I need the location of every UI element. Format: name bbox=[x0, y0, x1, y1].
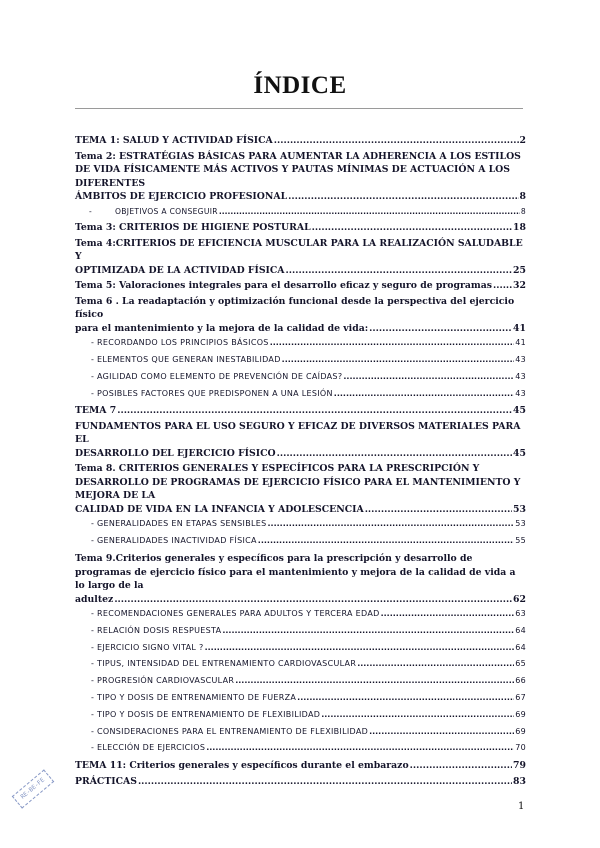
toc-subentry[interactable]: - TIPUS, INTENSIDAD DEL ENTRENAMIENTO CARDIOVASCULAR ..... 65 bbox=[75, 658, 526, 670]
page-title: ÍNDICE bbox=[253, 72, 347, 99]
page-ref: 83 bbox=[513, 775, 526, 787]
page-ref: 32 bbox=[513, 280, 526, 292]
page-ref: 69 bbox=[515, 726, 526, 736]
toc-entry-tema-1[interactable]: TEMA 1: SALUD Y ACTIVIDAD FÍSICA ..... 2 bbox=[75, 134, 526, 148]
toc-entry-tema-4[interactable]: Tema 4:CRITERIOS DE EFICIENCIA MUSCULAR PARA LA REALIZACIÓN SALUDABLE Y OPTIMIZADA DE LA ACTIVIDAD FÍSICA ..... 25 bbox=[75, 237, 526, 278]
page-number: 1 bbox=[518, 801, 525, 812]
toc-entry-tema-11[interactable]: TEMA 11: Criterios generales y específicos durante el embarazo ..... 79 bbox=[75, 759, 526, 773]
toc-entry-tema-5[interactable]: Tema 5: Valoraciones integrales para el desarrollo eficaz y seguro de programas ..... 32 bbox=[75, 279, 526, 293]
page-ref: 63 bbox=[515, 609, 526, 619]
toc-subentry[interactable]: - TIPO Y DOSIS DE ENTRENAMIENTO DE FUERZA ..... 67 bbox=[75, 692, 526, 704]
page-ref: 8 bbox=[519, 191, 526, 202]
toc-subentry[interactable]: - GENERALIDADES EN ETAPAS SENSIBLES ..... 53 bbox=[75, 518, 526, 530]
toc-subentry[interactable]: - CONSIDERACIONES PARA EL ENTRENAMIENTO DE FLEXIBILIDAD ..... 69 bbox=[75, 726, 526, 738]
toc-subentry[interactable]: - TIPO Y DOSIS DE ENTRENAMIENTO DE FLEXIBILIDAD ..... 69 bbox=[75, 709, 526, 721]
page-ref: 65 bbox=[515, 659, 526, 669]
page-ref: 53 bbox=[513, 503, 526, 515]
toc-entry-tema-9[interactable]: Tema 9.Criterios generales y específicos para la prescripción y desarrollo de programas de ejercicio físico para el mantenimiento y mejora de la calidad de vida a lo largo de la adultez ..... 62 bbox=[75, 552, 526, 606]
page-ref: 45 bbox=[513, 447, 526, 459]
toc-entry-tema-2[interactable]: Tema 2: ESTRATÉGIAS BÁSICAS PARA AUMENTAR LA ADHERENCIA A LOS ESTILOS DE VIDA FÍSICAMENTE MÁS ACTIVOS Y PAUTAS MÍNIMAS DE ACTUACIÓN A LOS DIFERENTES ÁMBITOS DE EJERCICIO PROFESIONAL ..... 8 bbox=[75, 150, 526, 204]
page-ref: 64 bbox=[515, 642, 526, 652]
page-ref: 43 bbox=[515, 388, 526, 398]
page-ref: 64 bbox=[515, 625, 526, 635]
page-ref: 41 bbox=[515, 338, 526, 348]
page-ref: 67 bbox=[515, 693, 526, 703]
toc-subentry-objetivos[interactable]: - OBJETIVOS A CONSEGUIR ..... 8 bbox=[75, 206, 526, 218]
page-ref: 43 bbox=[515, 355, 526, 365]
page-ref: 18 bbox=[513, 222, 526, 234]
toc-subentry[interactable]: - PROGRESIÓN CARDIOVASCULAR ..... 66 bbox=[75, 675, 526, 687]
toc-entry-tema-8[interactable]: Tema 8. CRITERIOS GENERALES Y ESPECÍFICOS PARA LA PRESCRIPCIÓN Y DESARROLLO DE PROGRAMAS DE EJERCICIO FÍSICO PARA EL MANTENIMIENTO Y MEJORA DE LA CALIDAD DE VIDA EN LA INFANCIA Y ADOLESCENCIA ..... 53 bbox=[75, 462, 526, 516]
page-ref: 2 bbox=[519, 135, 526, 146]
toc-entry-fundamentos[interactable]: FUNDAMENTOS PARA EL USO SEGURO Y EFICAZ DE DIVERSOS MATERIALES PARA EL DESARROLLO DEL EJERCICIO FÍSICO ..... 45 bbox=[75, 420, 526, 461]
page-ref: 55 bbox=[515, 536, 526, 546]
page-ref: 66 bbox=[515, 676, 526, 686]
toc-subentry[interactable]: - RECOMENDACIONES GENERALES PARA ADULTOS Y TERCERA EDAD ..... 63 bbox=[75, 608, 526, 620]
page-ref: 62 bbox=[513, 593, 526, 605]
toc-entry-tema-7[interactable]: TEMA 7 ..... 45 bbox=[75, 404, 526, 418]
page-ref: 69 bbox=[515, 709, 526, 719]
watermark-stamp: RE-BE-FE bbox=[12, 769, 54, 808]
page-ref: 70 bbox=[515, 743, 526, 753]
toc-subentry[interactable]: - RELACIÓN DOSIS RESPUESTA ..... 64 bbox=[75, 625, 526, 637]
title-divider bbox=[75, 108, 523, 109]
page-ref: 53 bbox=[515, 519, 526, 529]
toc-subentry[interactable]: - ELEMENTOS QUE GENERAN INESTABILIDAD ..... 43 bbox=[75, 354, 526, 366]
toc-subentry[interactable]: - POSIBLES FACTORES QUE PREDISPONEN A UNA LESIÓN ..... 43 bbox=[75, 388, 526, 400]
toc-subentry[interactable]: - GENERALIDADES INACTIVIDAD FÍSICA ..... 55 bbox=[75, 535, 526, 547]
toc-entry-tema-6[interactable]: Tema 6 . La readaptación y optimización funcional desde la perspectiva del ejercicio físico para el mantenimiento y la mejora de la calidad de vida: ..... 41 bbox=[75, 295, 526, 336]
page-ref: 25 bbox=[513, 264, 526, 276]
toc-subentry[interactable]: - AGILIDAD COMO ELEMENTO DE PREVENCIÓN DE CAÍDAS? ..... 43 bbox=[75, 371, 526, 383]
toc-subentry[interactable]: - ELECCIÓN DE EJERCICIOS ..... 70 bbox=[75, 742, 526, 754]
table-of-contents bbox=[75, 134, 526, 790]
toc-subentry[interactable]: - EJERCICIO SIGNO VITAL ? ..... 64 bbox=[75, 642, 526, 654]
toc-entry-tema-3[interactable]: Tema 3: CRITERIOS DE HIGIENE POSTURAL ..... 18 bbox=[75, 221, 526, 235]
page-ref: 45 bbox=[513, 405, 526, 417]
page-ref: 41 bbox=[513, 322, 526, 334]
page-ref: 79 bbox=[513, 760, 526, 772]
page-ref: 8 bbox=[520, 206, 526, 216]
toc-entry-practicas[interactable]: PRÁCTICAS ..... 83 bbox=[75, 775, 526, 789]
toc-subentry[interactable]: - RECORDANDO LOS PRINCIPIOS BÁSICOS ..... 41 bbox=[75, 337, 526, 349]
page-ref: 43 bbox=[515, 371, 526, 381]
